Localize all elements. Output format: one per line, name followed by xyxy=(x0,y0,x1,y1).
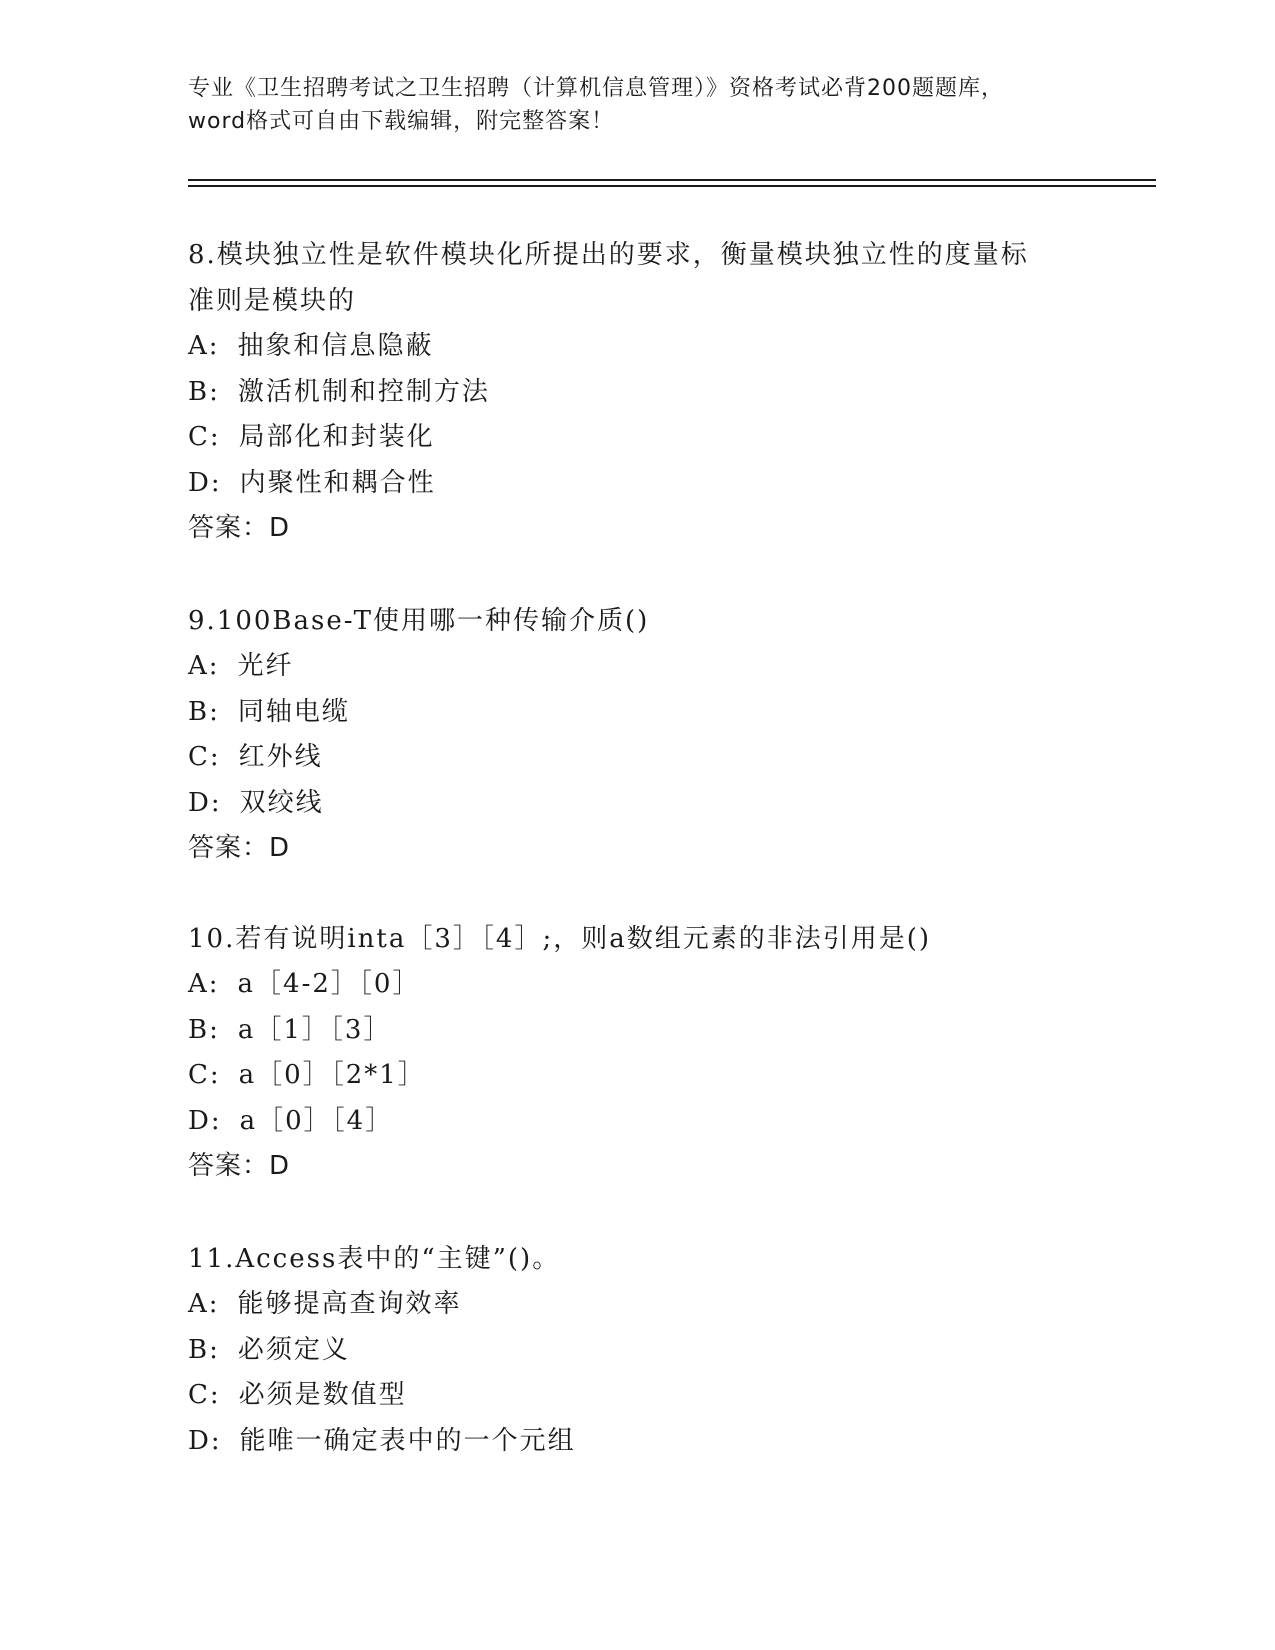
option-key: B: xyxy=(188,1334,220,1365)
option-text: 光纤 xyxy=(237,651,294,681)
option-text: a［0］［4］ xyxy=(239,1105,394,1136)
question-stem: 10.若有说明inta［3］［4］;，则a数组元素的非法引用是() xyxy=(188,924,931,954)
option-d xyxy=(188,461,1088,507)
answer-label: 答案：D xyxy=(188,513,291,543)
option-c xyxy=(188,735,1088,781)
option-key: C: xyxy=(188,1380,221,1410)
answer-label: 答案：D xyxy=(188,1151,291,1181)
option-d xyxy=(188,1099,1088,1145)
option-text: 激活机制和控制方法 xyxy=(237,376,490,407)
question-stem: 9.100Base-T使用哪一种传输介质() xyxy=(188,606,650,636)
header-line-1: 专业《卫生招聘考试之卫生招聘（计算机信息管理）》资格考试必背200题题库， xyxy=(188,76,1004,101)
option-key: A: xyxy=(188,969,220,999)
option-text: 同轴电缆 xyxy=(237,696,350,727)
option-key: B: xyxy=(188,376,220,407)
option-a xyxy=(188,1282,1088,1328)
option-key: C: xyxy=(188,422,221,452)
question-stem: 8.模块独立性是软件模块化所提出的要求，衡量模块独立性的度量标准则是模块的 xyxy=(188,240,1029,316)
option-key: C: xyxy=(188,1060,221,1090)
option-text: 内聚性和耦合性 xyxy=(239,467,436,498)
option-key: B: xyxy=(188,1014,220,1045)
option-c xyxy=(188,1373,1088,1419)
question-block xyxy=(188,598,1088,872)
header-divider-bottom xyxy=(188,185,1156,187)
option-text: 必须定义 xyxy=(237,1334,350,1365)
option-b xyxy=(188,1008,1088,1054)
option-text: 局部化和封装化 xyxy=(238,422,435,452)
header-line-2: word格式可自由下载编辑，附完整答案！ xyxy=(188,109,615,134)
option-text: 能唯一确定表中的一个元组 xyxy=(239,1425,576,1456)
option-key: C: xyxy=(188,742,221,772)
option-c xyxy=(188,415,1088,461)
question-block xyxy=(188,1236,1088,1464)
option-text: 必须是数值型 xyxy=(238,1380,407,1410)
option-key: A: xyxy=(188,1289,220,1319)
option-key: B: xyxy=(188,696,220,727)
option-b xyxy=(188,370,1088,416)
option-text: a［4-2］［0］ xyxy=(237,969,421,999)
option-key: D: xyxy=(188,1425,222,1456)
option-text: 抽象和信息隐蔽 xyxy=(237,331,434,361)
header-divider-top xyxy=(188,179,1156,181)
option-text: 红外线 xyxy=(238,742,323,772)
option-a xyxy=(188,644,1088,690)
answer-label: 答案：D xyxy=(188,833,291,863)
option-key: A: xyxy=(188,651,220,681)
option-c xyxy=(188,1053,1088,1099)
option-text: a［1］［3］ xyxy=(237,1014,392,1045)
option-text: 双绞线 xyxy=(239,787,324,818)
option-key: D: xyxy=(188,787,222,818)
option-b xyxy=(188,1328,1088,1374)
option-b xyxy=(188,690,1088,736)
option-key: D: xyxy=(188,467,222,498)
option-a xyxy=(188,962,1088,1008)
option-a xyxy=(188,324,1088,370)
option-d xyxy=(188,1419,1088,1465)
option-text: a［0］［2*1］ xyxy=(238,1060,426,1090)
option-key: D: xyxy=(188,1105,222,1136)
option-d xyxy=(188,781,1088,827)
question-block xyxy=(188,916,1088,1190)
question-stem: 11.Access表中的“主键”()。 xyxy=(188,1244,561,1274)
option-text: 能够提高查询效率 xyxy=(237,1289,462,1319)
option-key: A: xyxy=(188,331,220,361)
document-header xyxy=(188,72,1088,138)
question-block xyxy=(188,232,1088,552)
